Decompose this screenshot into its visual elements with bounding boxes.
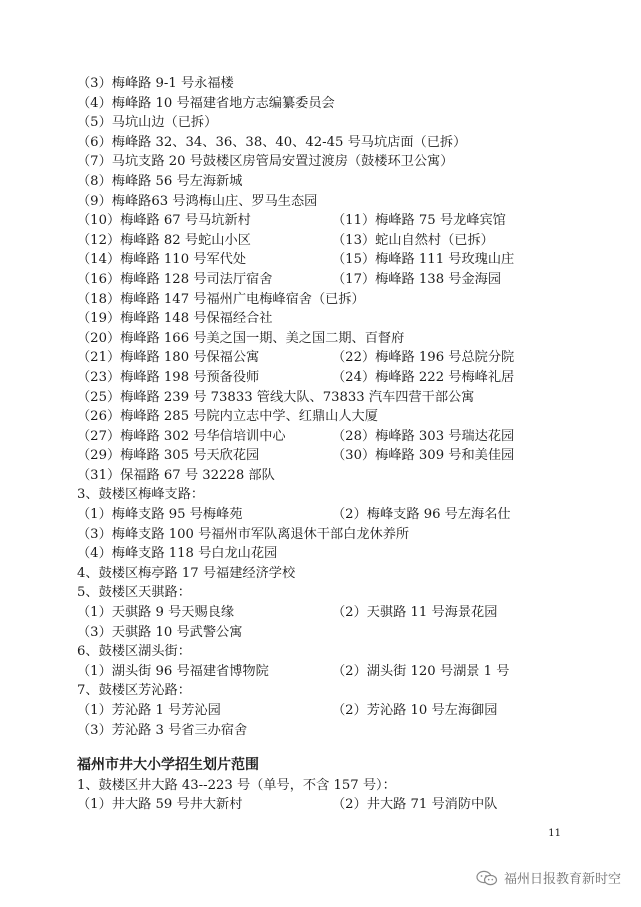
list-item xyxy=(77,192,577,212)
list-item xyxy=(77,525,577,545)
list-item-text: （31）保福路 67 号 32228 部队 xyxy=(77,467,275,483)
list-item-text-right: （24）梅峰路 222 号梅峰礼居 xyxy=(332,369,515,385)
list-item-text: （25）梅峰路 239 号 73833 管线大队、73833 汽车四营干部公寓 xyxy=(77,389,475,405)
list-item-text-right: （17）梅峰路 138 号金海园 xyxy=(332,271,502,287)
list-item-text: （12）梅峰路 82 号蛇山小区 xyxy=(77,232,251,248)
list-item xyxy=(77,250,577,270)
list-item-text: （14）梅峰路 110 号军代处 xyxy=(77,252,247,268)
list-item xyxy=(77,290,577,310)
list-item xyxy=(77,446,577,466)
list-item xyxy=(77,603,577,623)
list-item-text: 6、鼓楼区湖头街： xyxy=(77,644,191,660)
list-item xyxy=(77,427,577,447)
list-item-text-right: （22）梅峰路 196 号总院分院 xyxy=(332,350,515,366)
wechat-icon xyxy=(476,870,498,886)
list-item-text: 1、鼓楼区井大路 43--223 号（单号，不含 157 号）： xyxy=(77,777,396,793)
list-item-text-right: （2）梅峰支路 96 号左海名仕 xyxy=(332,507,511,523)
list-item-text: （16）梅峰路 128 号司法厅宿舍 xyxy=(77,271,273,287)
list-item-text: （1）天骐路 9 号天赐良缘 xyxy=(77,605,235,621)
list-item-text-right: （28）梅峰路 303 号瑞达花园 xyxy=(332,428,515,444)
list-item-text-right: （2）井大路 71 号消防中队 xyxy=(332,797,498,813)
list-item-text: 5、鼓楼区天骐路： xyxy=(77,585,191,601)
list-item-text: （4）梅峰支路 118 号白龙山花园 xyxy=(77,546,278,562)
list-item xyxy=(77,172,577,192)
list-item-text: （21）梅峰路 180 号保福公寓 xyxy=(77,350,260,366)
watermark-text: 福州日报教育新时空 xyxy=(503,872,621,887)
document-body xyxy=(77,74,577,815)
list-item-text: （19）梅峰路 148 号保福经合社 xyxy=(77,311,273,327)
list-item-text: （3）梅峰支路 100 号福州市军队离退休干部白龙休养所 xyxy=(77,526,410,542)
list-item xyxy=(77,485,577,505)
list-item xyxy=(77,642,577,662)
list-item xyxy=(77,152,577,172)
list-item xyxy=(77,564,577,584)
list-item-text: （3）天骐路 10 号武警公寓 xyxy=(77,624,243,640)
list-item-text: （1）芳沁路 1 号芳沁园 xyxy=(77,703,221,718)
list-item-text-right: （2）湖头街 120 号湖景 1 号 xyxy=(332,663,510,679)
list-item xyxy=(77,623,577,643)
page-number: 11 xyxy=(548,828,561,839)
list-item-text: （9）梅峰路63 号鸿梅山庄、罗马生态园 xyxy=(77,193,318,209)
list-item xyxy=(77,776,577,796)
list-item xyxy=(77,348,577,368)
list-item-text: （26）梅峰路 285 号院内立志中学、红鼎山人大厦 xyxy=(77,409,378,425)
list-item xyxy=(77,388,577,408)
list-item-text: （23）梅峰路 198 号预备役师 xyxy=(77,369,260,385)
list-item xyxy=(77,407,577,427)
list-item-text: （3）芳沁路 3 号省三办宿舍 xyxy=(77,722,248,738)
list-item-text-right: （30）梅峰路 309 号和美佳园 xyxy=(332,448,515,464)
list-item-text: 4、鼓楼区梅亭路 17 号福建经济学校 xyxy=(77,565,296,581)
list-item-text: （3）梅峰路 9-1 号永福楼 xyxy=(77,76,234,91)
list-item-text: （18）梅峰路 147 号福州广电梅峰宿舍（已拆） xyxy=(77,291,365,307)
list-item xyxy=(77,795,577,815)
list-item-text-right: （11）梅峰路 75 号龙峰宾馆 xyxy=(332,213,506,229)
list-item xyxy=(77,721,577,741)
list-item-text-right: （2）芳沁路 10 号左海御园 xyxy=(332,703,498,718)
list-item-text: （6）梅峰路 32、34、36、38、40、42-45 号马坑店面（已拆） xyxy=(77,134,467,150)
list-item xyxy=(77,133,577,153)
list-item-text: （1）井大路 59 号井大新村 xyxy=(77,797,243,813)
list-item-text: （20）梅峰路 166 号美之国一期、美之国二期、百督府 xyxy=(77,330,405,346)
list-item-text: 7、鼓楼区芳沁路： xyxy=(77,683,191,699)
list-item xyxy=(77,231,577,251)
list-item-text-right: （15）梅峰路 111 号玫瑰山庄 xyxy=(332,252,515,268)
list-item xyxy=(77,74,577,94)
list-item xyxy=(77,94,577,114)
section-title: 福州市井大小学招生划片范围 xyxy=(77,757,259,774)
list-item-text: 3、鼓楼区梅峰支路： xyxy=(77,487,205,503)
list-item-text: （1）湖头街 96 号福建省博物院 xyxy=(77,663,269,679)
list-item-text: （27）梅峰路 302 号华信培训中心 xyxy=(77,428,286,444)
watermark xyxy=(476,868,621,887)
list-item-text: （8）梅峰路 56 号左海新城 xyxy=(77,173,243,189)
list-item-text: （4）梅峰路 10 号福建省地方志编纂委员会 xyxy=(77,95,335,111)
list-item-text: （1）梅峰支路 95 号梅峰苑 xyxy=(77,507,243,523)
list-item xyxy=(77,544,577,564)
list-item xyxy=(77,701,577,721)
list-item xyxy=(77,662,577,682)
list-item xyxy=(77,466,577,486)
list-item-text-right: （2）天骐路 11 号海景花园 xyxy=(332,605,498,621)
list-item-text: （29）梅峰路 305 号天欣花园 xyxy=(77,448,260,464)
list-item xyxy=(77,368,577,388)
list-item xyxy=(77,309,577,329)
list-item-text-right: （13）蛇山自然村（已拆） xyxy=(332,232,494,248)
list-item-text: （5）马坑山边（已拆） xyxy=(77,115,218,131)
list-item xyxy=(77,270,577,290)
list-item xyxy=(77,211,577,231)
list-item xyxy=(77,329,577,349)
list-item xyxy=(77,113,577,133)
list-item-text: （7）马坑支路 20 号鼓楼区房管局安置过渡房（鼓楼环卫公寓） xyxy=(77,154,454,170)
list-item xyxy=(77,583,577,603)
list-item xyxy=(77,505,577,525)
list-item xyxy=(77,681,577,701)
list-item-text: （10）梅峰路 67 号马坑新村 xyxy=(77,213,251,229)
